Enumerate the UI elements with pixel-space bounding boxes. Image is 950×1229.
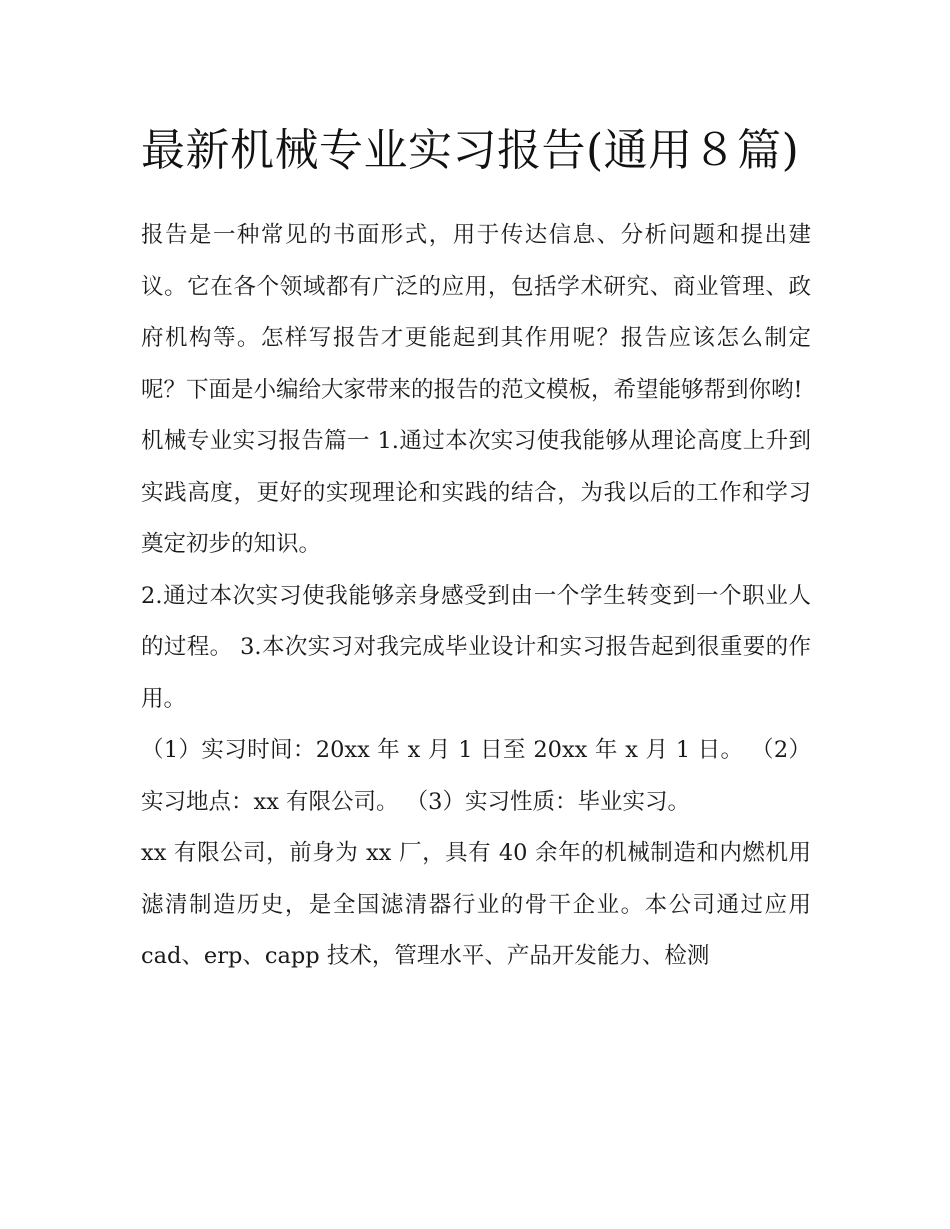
paragraph-company-intro: xx 有限公司，前身为 xx 厂，具有 40 余年的机械制造和内燃机用滤清制造历史，是全国滤清器行业的骨干企业。本公司通过应用 cad、erp、capp 技术，管理水平、产品开发能力、检测 bbox=[141, 840, 811, 969]
document-title: 最新机械专业实习报告(通用８篇) bbox=[141, 125, 800, 176]
paragraph-internship-details: （1）实习时间：20xx 年 x 月 1 日至 20xx 年 x 月 1 日。 （2）实习地点：xx 有限公司。 （3）实习性质：毕业实习。 bbox=[141, 737, 811, 815]
paragraph-purpose-2: 2.通过本次实习使我能够亲身感受到由一个学生转变到一个职业人的过程。 3.本次实习对我完成毕业设计和实习报告起到很重要的作用。 bbox=[141, 582, 811, 712]
document-body bbox=[141, 112, 811, 983]
paragraph-purpose-1: 机械专业实习报告篇一 1.通过本次实习使我能够从理论高度上升到实践高度，更好的实现理论和实践的结合，为我以后的工作和学习奠定初步的知识。 bbox=[141, 428, 811, 557]
paragraph-intro: 报告是一种常见的书面形式，用于传达信息、分析问题和提出建议。它在各个领域都有广泛的应用，包括学术研究、商业管理、政府机构等。怎样写报告才更能起到其作用呢？报告应该怎么制定呢？下面是小编给大家带来的报告的范文模板，希望能够帮到你哟! bbox=[141, 222, 811, 403]
